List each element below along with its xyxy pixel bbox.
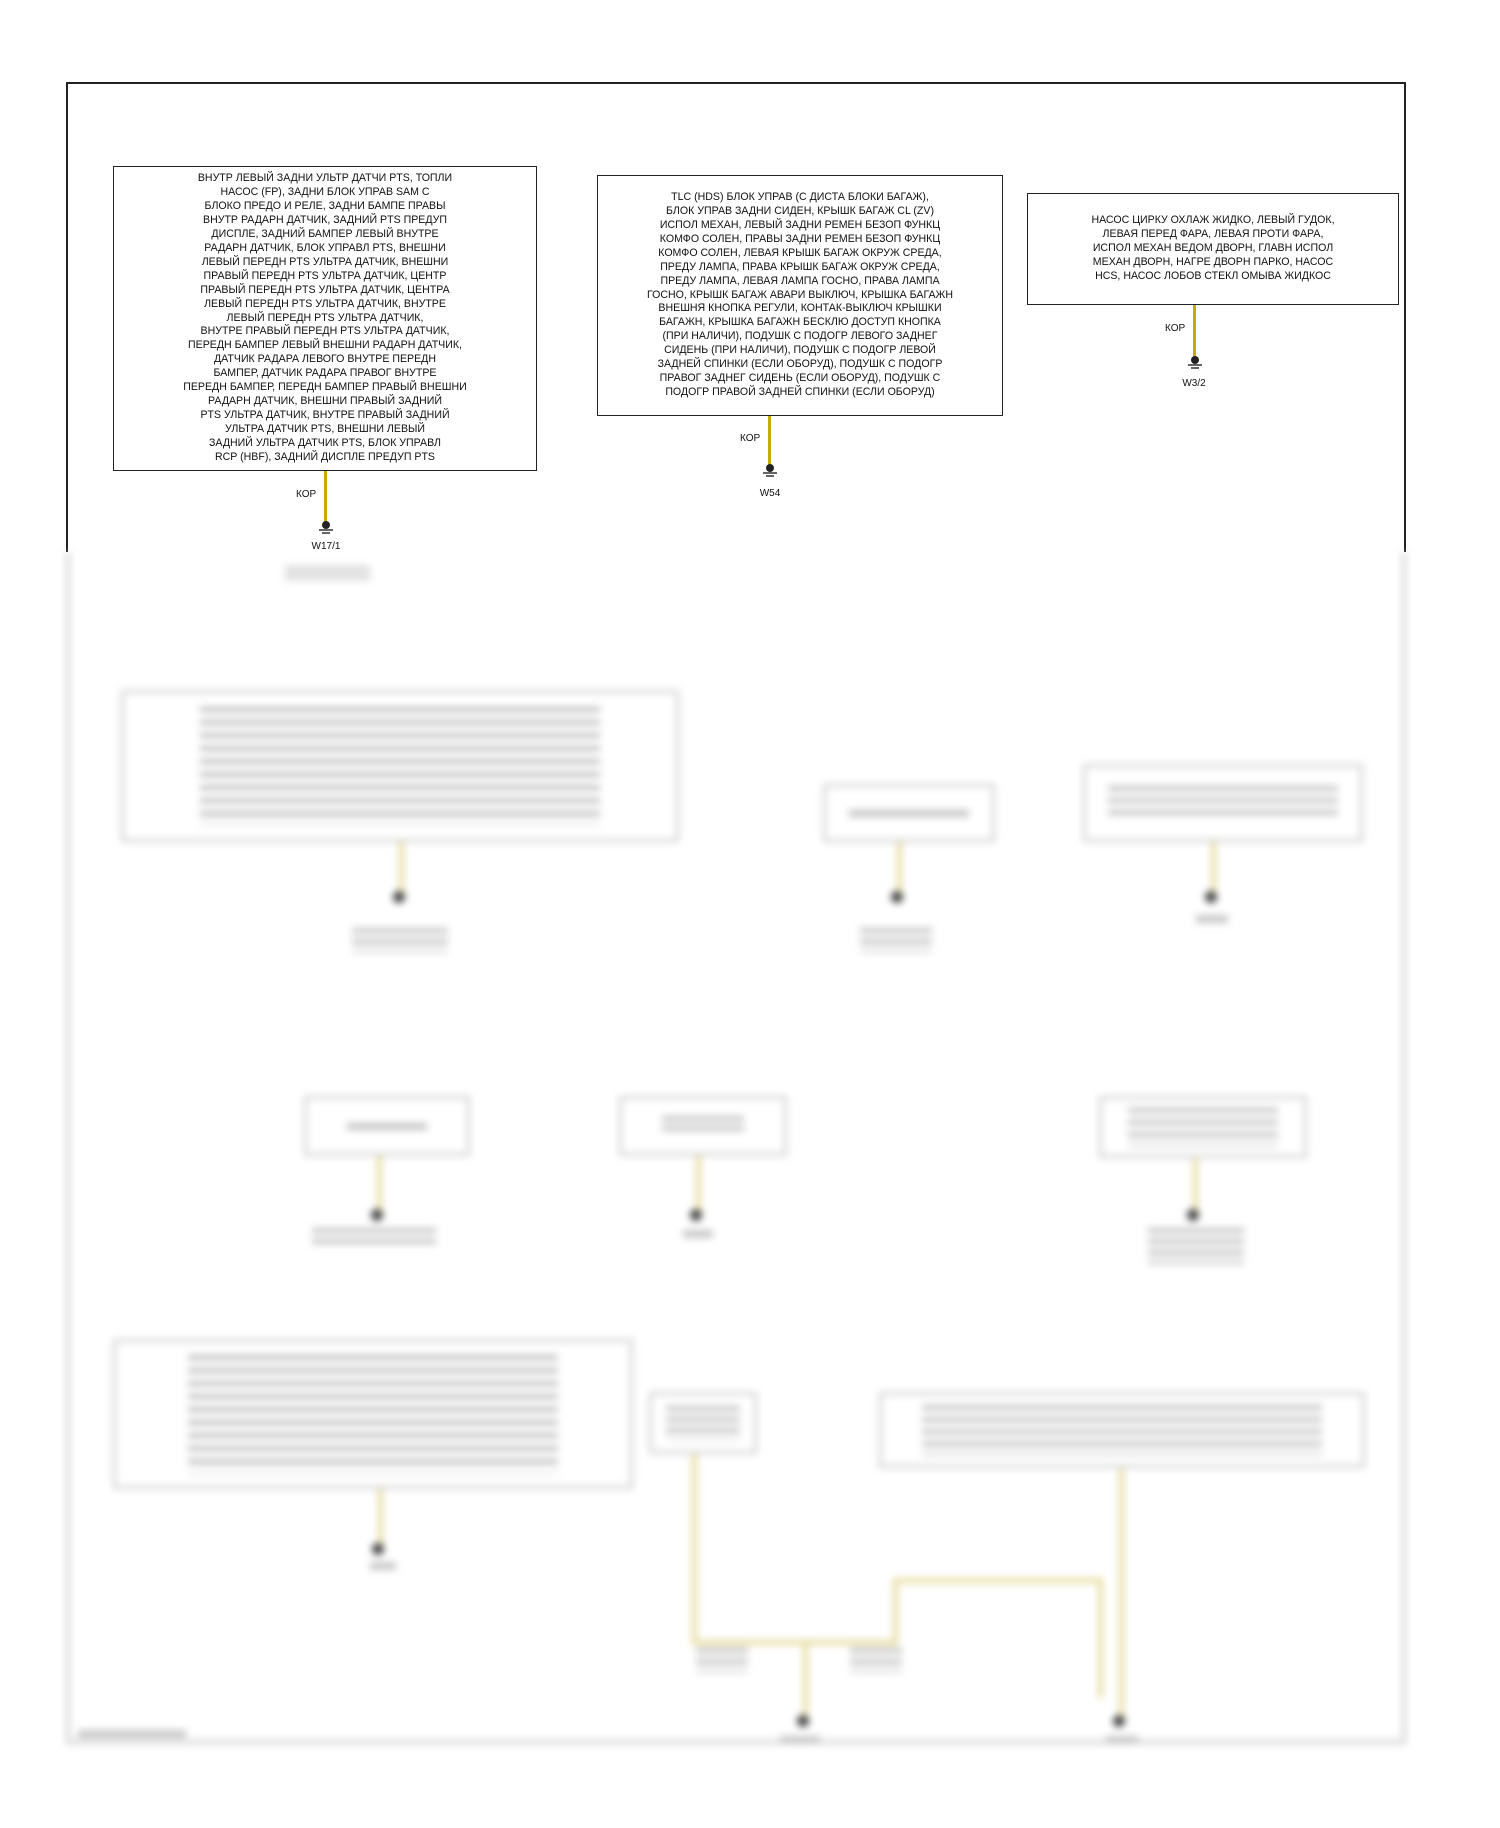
blurred-box bbox=[649, 1392, 757, 1454]
component-box-2 bbox=[597, 175, 1003, 416]
blurred-box bbox=[1083, 764, 1363, 842]
component-list-2: TLC (HDS) БЛОК УПРАВ (С ДИСТА БЛОКИ БАГАЖ), БЛОК УПРАВ ЗАДНИ СИДЕН, КРЫШК БАГАЖ CL (ZV) ИСПОЛ МЕХАН, ЛЕВЫЙ ЗАДНИ РЕМЕН БЕЗОП ФУНКЦ КОМФО СОЛЕН, ПРАВЫ ЗАДНИ РЕМЕН БЕЗОП ФУНКЦ КОМФО СОЛЕН, ЛЕВАЯ КРЫШК БАГАЖ ОКРУЖ СРЕДА, ПРЕДУ ЛАМПА, ПРАВА КРЫШК БАГАЖ ОКРУЖ СРЕДА, ПРЕДУ ЛАМПА, ЛЕВАЯ ЛАМПА ГОСНО, ПРАВА ЛАМПА ГОСНО, КРЫШК БАГАЖ АВАРИ ВЫКЛЮЧ, КРЫШКА БАГАЖН ВНЕШНЯ КНОПКА РЕГУЛИ, КОНТАК-ВЫКЛЮЧ КРЫШКИ БАГАЖН, КРЫШКА БАГАЖН БЕСКЛЮ ДОСТУП КНОПКА (ПРИ НАЛИЧИ), ПОДУШК С ПОДОГР ЛЕВОГО ЗАДНЕГ СИДЕНЬ (ПРИ НАЛИЧИ), ПОДУШК С ПОДОГР ЛЕВОЙ ЗАДНЕЙ СПИНКИ (ЕСЛИ ОБОРУД), ПОДУШК С ПОДОГР ПРАВОГ ЗАДНЕГ СИДЕНЬ (ЕСЛИ ОБОРУД), ПОДУШК С ПОДОГР ПРАВОЙ ЗАДНЕЙ СПИНКИ (ЕСЛИ ОБОРУД) bbox=[646, 191, 953, 398]
blurred-box bbox=[823, 784, 995, 842]
ground-point-label-3: W3/2 bbox=[1182, 378, 1206, 389]
blurred-box bbox=[304, 1096, 470, 1156]
wire-color-label-2: КОР bbox=[740, 433, 761, 444]
wire-color-label-3: КОР bbox=[1165, 323, 1186, 334]
ground-symbol-icon bbox=[762, 462, 778, 478]
blurred-box bbox=[121, 690, 679, 842]
wire-color-label-1: КОР bbox=[296, 489, 317, 500]
ground-point-label-1: W17/1 bbox=[311, 541, 341, 552]
ground-point-label-2: W54 bbox=[759, 488, 781, 499]
blurred-box bbox=[113, 1339, 633, 1489]
component-box-1 bbox=[113, 166, 537, 471]
ground-symbol-icon bbox=[318, 519, 334, 535]
blurred-box bbox=[1099, 1096, 1307, 1158]
blurred-box bbox=[619, 1096, 787, 1156]
component-list-1: ВНУТР ЛЕВЫЙ ЗАДНИ УЛЬТР ДАТЧИ PTS, ТОПЛИ НАСОС (FP), ЗАДНИ БЛОК УПРАВ SAM С БЛОКО ПРЕДО И РЕЛЕ, ЗАДНИ БАМПЕ ПРАВЫ ВНУТР РАДАРН ДАТЧИК, ЗАДНИЙ PTS ПРЕДУП ДИСПЛЕ, ЗАДНИЙ БАМПЕР ЛЕВЫЙ ВНУТРЕ РАДАРН ДАТЧИК, БЛОК УПРАВЛ PTS, ВНЕШНИ ЛЕВЫЙ ПЕРЕДН PTS УЛЬТРА ДАТЧИК, ВНЕШНИ ПРАВЫЙ ПЕРЕДН PTS УЛЬТРА ДАТЧИК, ЦЕНТР ПРАВЫЙ ПЕРЕДН PTS УЛЬТРА ДАТЧИК, ЦЕНТРА ЛЕВЫЙ ПЕРЕДН PTS УЛЬТРА ДАТЧИК, ВНУТРЕ ЛЕВЫЙ ПЕРЕДН PTS УЛЬТРА ДАТЧИК, ВНУТРЕ ПРАВЫЙ ПЕРЕДН PTS УЛЬТРА ДАТЧИК, ПЕРЕДН БАМПЕР ЛЕВЫЙ ВНЕШНИ РАДАРН ДАТЧИК, ДАТЧИК РАДАРА ЛЕВОГО ВНУТРЕ ПЕРЕДН БАМПЕР, ДАТЧИК РАДАРА ПРАВОГ ВНУТРЕ ПЕРЕДН БАМПЕР, ПЕРЕДН БАМПЕР ПРАВЫЙ ВНЕШНИ РАДАРН ДАТЧИК, ВНЕШНИ ПРАВЫЙ ЗАДНИЙ PTS УЛЬТРА ДАТЧИК, ВНУТРЕ ПРАВЫЙ ЗАДНИЙ УЛЬТРА ДАТЧИК PTS, ВНЕШНИ ЛЕВЫЙ ЗАДНИЙ УЛЬТРА ДАТЧИК PTS, БЛОК УПРАВЛ RCP (HBF), ЗАДНИЙ ДИСПЛЕ ПРЕДУП PTS bbox=[183, 172, 467, 463]
ground-wire-2 bbox=[768, 416, 771, 465]
ground-wire-1 bbox=[324, 471, 327, 526]
blurred-box bbox=[879, 1392, 1365, 1468]
ground-wire-3 bbox=[1193, 305, 1196, 357]
ground-symbol-icon bbox=[1187, 354, 1203, 370]
component-list-3: НАСОС ЦИРКУ ОХЛАЖ ЖИДКО, ЛЕВЫЙ ГУДОК, ЛЕВАЯ ПЕРЕД ФАРА, ЛЕВАЯ ПРОТИ ФАРА, ИСПОЛ МЕХАН ВЕДОМ ДВОРН, ГЛАВН ИСПОЛ МЕХАН ДВОРН, НАГРЕ ДВОРН ПАРКО, НАСОС HCS, НАСОС ЛОБОВ СТЕКЛ ОМЫВА ЖИДКОС bbox=[1091, 214, 1335, 282]
component-box-3 bbox=[1027, 193, 1399, 305]
